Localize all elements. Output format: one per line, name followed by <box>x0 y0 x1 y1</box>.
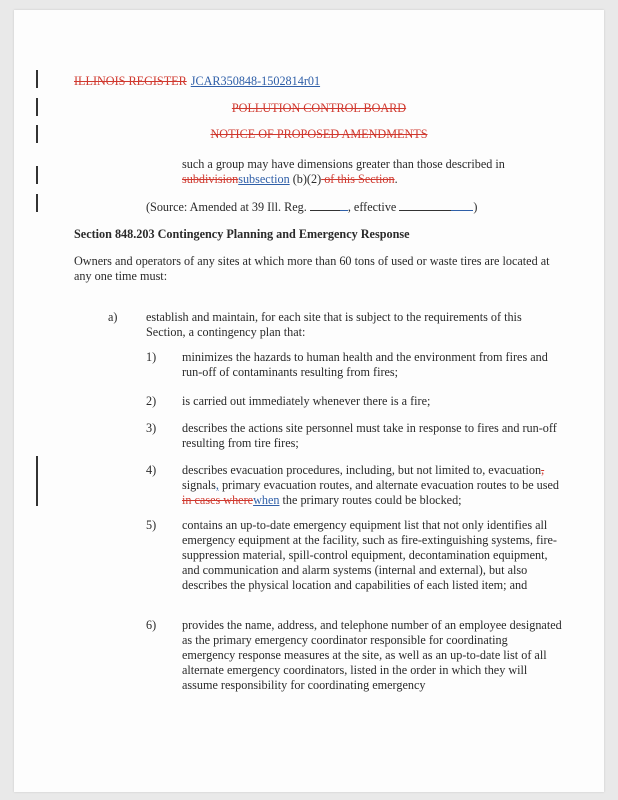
carryover-ref: (b)(2) <box>289 172 322 186</box>
subitem-4-part4: the primary routes could be blocked; <box>279 493 462 507</box>
section-intro: Owners and operators of any sites at which more than 60 tons of used or waste tires are located at any one time must: <box>74 254 550 283</box>
notice-title: NOTICE OF PROPOSED AMENDMENTS <box>210 127 428 141</box>
subitem-2-text: is carried out immediately whenever there is a fire; <box>182 394 431 408</box>
source-prefix: (Source: Amended at 39 Ill. Reg. <box>146 200 310 214</box>
inserted-subsection: subsection <box>238 172 290 186</box>
subitem-4-part3: primary evacuation routes, and alternate evacuation routes to be used <box>218 478 560 492</box>
subitem-1-num: 1) <box>146 350 157 364</box>
subitem-6-text: provides the name, address, and telephone number of an employee designated as the primary emergency coordinator responsible for coordinating emergency response measures at the site, as well as an up-to-date list of all alternate emergency coordinators, listed in the order in which they will assume responsibility for coordinating emergency <box>182 618 562 692</box>
subitem-5-num: 5) <box>146 518 157 532</box>
source-mid: , effective <box>347 200 400 214</box>
deleted-of-this-section: of this Section <box>321 172 395 186</box>
subitem-1-text: minimizes the hazards to human health and the environment from fires and run-off of contaminants resulting from fires; <box>182 350 548 379</box>
carryover-paragraph <box>182 157 542 187</box>
item-a-label: a) <box>108 310 118 324</box>
deleted-subdivision: subdivision <box>182 172 239 186</box>
change-bar <box>36 456 38 506</box>
carryover-period: . <box>394 172 398 186</box>
blank-line <box>310 200 340 211</box>
change-bar <box>36 166 38 184</box>
source-end: ) <box>473 200 478 214</box>
source-note <box>146 200 477 215</box>
blank-line-inserted <box>340 200 348 211</box>
item-a-text: establish and maintain, for each site that is subject to the requirements of this Section, a contingency plan that: <box>146 310 522 339</box>
change-bar <box>36 125 38 143</box>
board-title: POLLUTION CONTROL BOARD <box>231 101 407 115</box>
register-deleted: ILLINOIS REGISTER <box>74 74 187 88</box>
deleted-in-cases-where: in cases where <box>182 493 254 507</box>
change-bar <box>36 70 38 88</box>
section-heading: Section 848.203 Contingency Planning and Emergency Response <box>74 227 410 241</box>
register-inserted: JCAR350848-1502814r01 <box>190 74 321 88</box>
change-bar <box>36 98 38 116</box>
inserted-comma: , <box>215 478 219 492</box>
blank-line <box>399 200 451 211</box>
subitem-4-text <box>182 463 562 508</box>
subitem-4-part2: signals <box>182 478 216 492</box>
register-header <box>74 74 320 89</box>
subitem-3-num: 3) <box>146 421 157 435</box>
subitem-6-num: 6) <box>146 618 157 632</box>
subitem-5-text: contains an up-to-date emergency equipment list that not only identifies all emergency equipment at the facility, such as fire-extinguishing systems, fire-suppression material, spill-control equipment, decontamination equipment, and communication and alarm systems (internal and external), but also describes the physical location and capabilities of each listed item; and <box>182 518 557 592</box>
deleted-comma: , <box>541 463 545 477</box>
subitem-3-text: describes the actions site personnel must take in response to fires and run-off resulting from tire fires; <box>182 421 557 450</box>
carryover-text: such a group may have dimensions greater than those described in <box>182 157 505 171</box>
change-bar <box>36 194 38 212</box>
subitem-2-num: 2) <box>146 394 157 408</box>
inserted-when: when <box>253 493 280 507</box>
subitem-4-part1: describes evacuation procedures, including, but not limited to, evacuation <box>182 463 542 477</box>
blank-line-inserted <box>451 200 473 211</box>
subitem-4-num: 4) <box>146 463 157 477</box>
